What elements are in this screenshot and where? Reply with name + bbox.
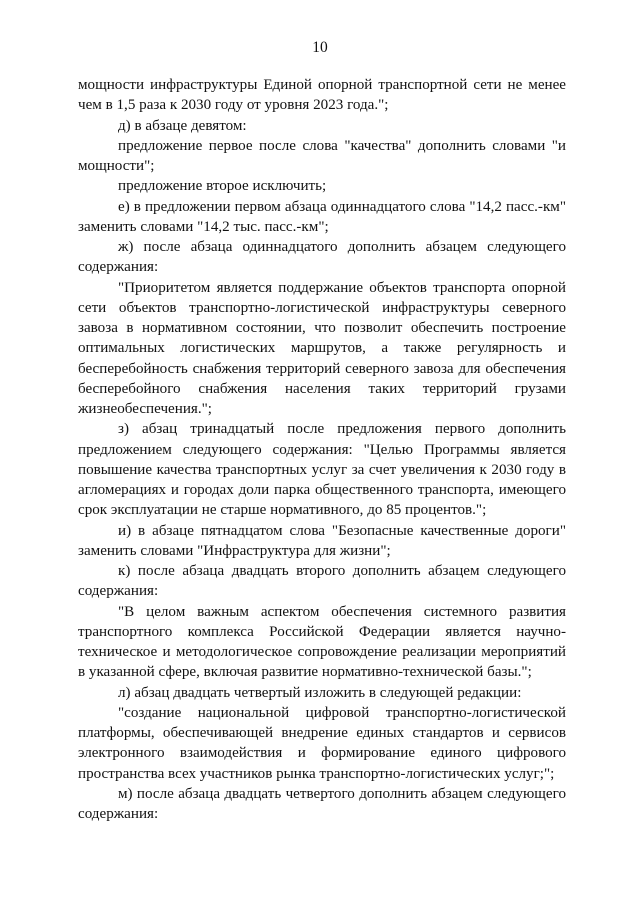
paragraph-item-i: и) в абзаце пятнадцатом слова "Безопасные качественные дороги" заменить словами "Инфраструктура для жизни";	[78, 522, 566, 559]
paragraph-quote-science: "В целом важным аспектом обеспечения системного развития транспортного комплекса Российской Федерации является научно-техническое и методологическое сопровождение реализации мероприятий в указанной сфере, включая развитие нормативно-технической базы.";	[78, 603, 566, 681]
paragraph-sentence-two: предложение второе исключить;	[118, 178, 327, 195]
paragraph-sentence-one: предложение первое после слова "качества" дополнить словами "и мощности";	[78, 137, 566, 174]
paragraph-item-z: з) абзац тринадцатый после предложения первого дополнить предложением следующего содержания: "Целью Программы является повышение качества транспортных услуг за счет увеличения к 2030 году в агломерациях и городах доли парка общественного транспорта, имеющего срок эксплуатации не старше нормативного, до 85 процентов.";	[78, 421, 566, 519]
paragraph-item-e: е) в предложении первом абзаца одиннадцатого слова "14,2 пасс.-км" заменить словами "14,2 тыс. пасс.-км";	[78, 198, 566, 235]
paragraph-item-k: к) после абзаца двадцать второго дополнить абзацем следующего содержания:	[78, 563, 566, 600]
document-body	[78, 75, 566, 824]
paragraph-item-d: д) в абзаце девятом:	[118, 117, 247, 134]
page-number: 10	[312, 39, 328, 56]
paragraph-item-m: м) после абзаца двадцать четвертого дополнить абзацем следующего содержания:	[78, 785, 566, 822]
paragraph-continuation: мощности инфраструктуры Единой опорной транспортной сети не менее чем в 1,5 раза к 2030 году от уровня 2023 года.";	[78, 77, 566, 114]
paragraph-item-zh: ж) после абзаца одиннадцатого дополнить абзацем следующего содержания:	[78, 239, 566, 276]
paragraph-quote-platform: "создание национальной цифровой транспортно-логистической платформы, обеспечивающей внедрение единых стандартов и сервисов электронного взаимодействия и формирование единого цифрового пространства всех участников рынка транспортно-логистических услуг;";	[78, 704, 566, 782]
paragraph-quote-priority: "Приоритетом является поддержание объектов транспорта опорной сети объектов транспортно-логистической инфраструктуры северного завоза в нормативном состоянии, что позволит обеспечить построение оптимальных логистических маршрутов, а также регулярность и бесперебойность снабжения территорий северного завоза для обеспечения бесперебойного снабжения населения таких территорий грузами жизнеобеспечения.";	[78, 279, 566, 417]
paragraph-item-l: л) абзац двадцать четвертый изложить в следующей редакции:	[118, 684, 522, 701]
